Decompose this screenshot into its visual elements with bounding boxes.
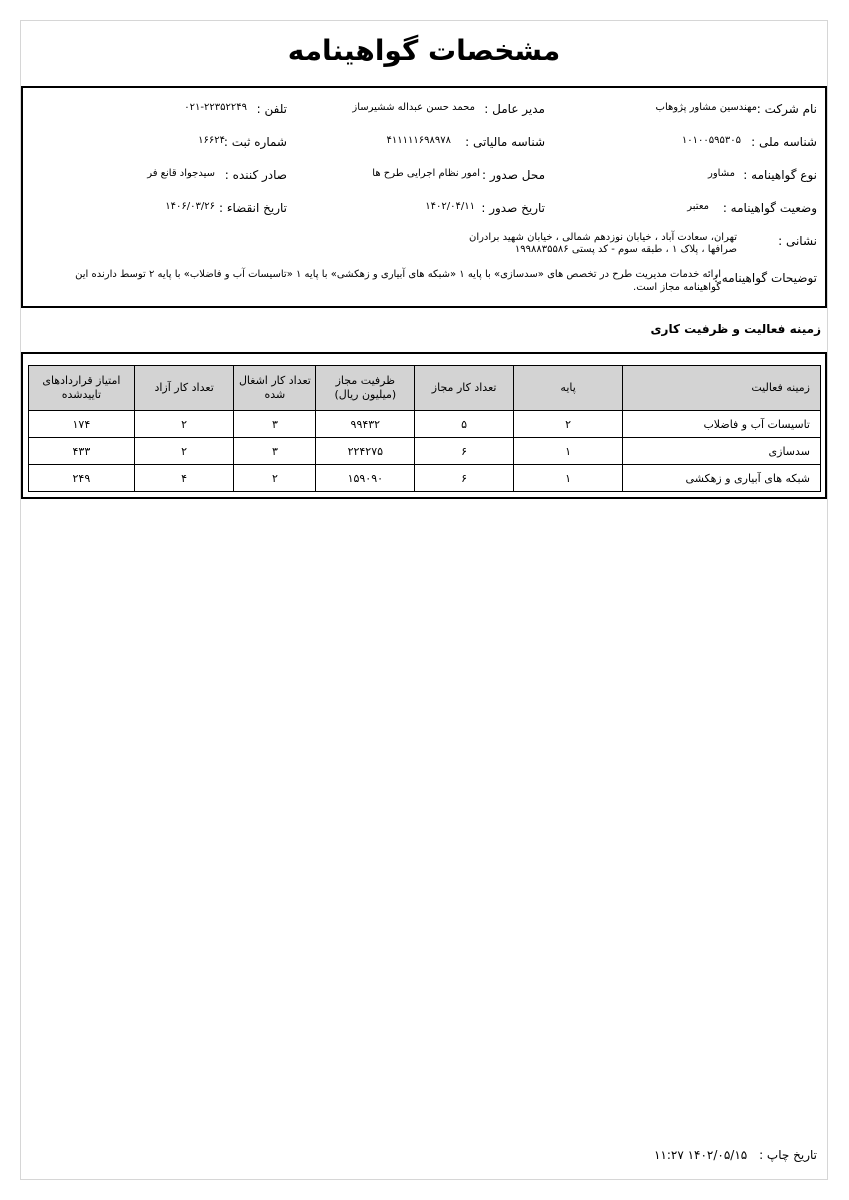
cert-type-label: نوع گواهینامه :: [743, 168, 817, 182]
cell-score: ۱۷۴: [29, 411, 135, 438]
company-value: مهندسین مشاور پژوهاب: [655, 102, 757, 113]
activity-table: [28, 365, 821, 492]
expiry-value: ۱۴۰۶/۰۳/۲۶: [165, 201, 215, 212]
cell-activity-field: سدسازی: [623, 438, 821, 465]
cell-score: ۴۳۳: [29, 438, 135, 465]
cell-allowed-count: ۵: [415, 411, 514, 438]
cell-grade: ۱: [514, 465, 623, 492]
print-date-label: تاریخ چاپ :: [759, 1148, 817, 1162]
cell-grade: ۱: [514, 438, 623, 465]
table-header-row: [29, 366, 821, 411]
company-label: نام شرکت :: [756, 102, 817, 116]
phone-label: تلفن :: [256, 102, 287, 116]
cell-allowed-capacity: ۹۹۴۳۲: [316, 411, 415, 438]
phone-value: ۰۲۱-۲۲۳۵۲۲۴۹: [184, 102, 247, 113]
print-date: [654, 1148, 817, 1162]
header-grade: پایه: [514, 366, 623, 411]
cell-activity-field: تاسیسات آب و فاضلاب: [623, 411, 821, 438]
tax-id-label: شناسه مالیاتی :: [465, 135, 545, 149]
cell-free-count: ۲: [134, 411, 234, 438]
cell-activity-field: شبکه های آبیاری و زهکشی: [623, 465, 821, 492]
tax-id-value: ۴۱۱۱۱۱۶۹۸۹۷۸: [386, 135, 451, 146]
national-id-value: ۱۰۱۰۰۵۹۵۳۰۵: [681, 135, 741, 146]
ceo-value: محمد حسن عبداله ششیرساز: [352, 102, 475, 113]
address-value: [417, 232, 737, 256]
issue-date-label: تاریخ صدور :: [481, 201, 545, 215]
cell-occupied-count: ۳: [234, 411, 316, 438]
issuer-value: سیدجواد قانع فر: [147, 168, 215, 179]
cell-occupied-count: ۳: [234, 438, 316, 465]
issue-place-label: محل صدور :: [481, 168, 545, 182]
header-allowed-count: تعداد کار مجاز: [415, 366, 514, 411]
cell-free-count: ۴: [134, 465, 234, 492]
page-title: مشخصات گواهینامه: [287, 34, 561, 67]
issuer-label: صادر کننده :: [224, 168, 287, 182]
description-label: توضیحات گواهینامه :: [713, 271, 817, 285]
status-value: معتبر: [687, 201, 709, 212]
ceo-label: مدیر عامل :: [484, 102, 545, 116]
reg-no-value: ۱۶۶۲۴: [198, 135, 225, 146]
cell-occupied-count: ۲: [234, 465, 316, 492]
cell-score: ۲۴۹: [29, 465, 135, 492]
cert-type-value: مشاور: [708, 168, 735, 179]
certificate-info-box: [21, 86, 827, 308]
cell-allowed-count: ۶: [415, 438, 514, 465]
cell-grade: ۲: [514, 411, 623, 438]
print-date-value: ۱۴۰۲/۰۵/۱۵ ۱۱:۲۷: [653, 1148, 748, 1162]
header-free-count: تعداد کار آزاد: [134, 366, 234, 411]
national-id-label: شناسه ملی :: [751, 135, 817, 149]
status-label: وضعیت گواهینامه :: [722, 201, 817, 215]
address-label: نشانی :: [778, 234, 817, 248]
cell-allowed-capacity: ۱۵۹۰۹۰: [316, 465, 415, 492]
address-line-2: صرافها ، پلاک ۱ ، طبقه سوم - کد پستی ۱۹۹۸۸۳۵۵۸۶: [514, 244, 737, 255]
header-activity-field: زمینه فعالیت: [623, 366, 821, 411]
table-row: [29, 411, 821, 438]
issue-date-value: ۱۴۰۲/۰۴/۱۱: [425, 201, 475, 212]
activity-section-title: زمینه فعالیت و ظرفیت کاری: [650, 322, 821, 336]
table-row: [29, 438, 821, 465]
issue-place-value: امور نظام اجرایی طرح ها: [372, 168, 480, 179]
reg-no-label: شماره ثبت :: [223, 135, 287, 149]
address-line-1: تهران، سعادت آباد ، خیابان نوزدهم شمالی ، خیابان شهید برادران: [468, 232, 737, 243]
table-row: [29, 465, 821, 492]
cell-allowed-capacity: ۲۲۴۲۷۵: [316, 438, 415, 465]
description-value: ارائه خدمات مدیریت طرح در تخصص های «سدسازی» با پایه ۱ «شبکه های آبیاری و زهکشی» با پایه ۱ «تاسیسات آب و فاضلاب» با پایه ۲ توسط دارنده این گواهینامه مجاز است.: [75, 269, 721, 293]
expiry-label: تاریخ انقضاء :: [219, 201, 287, 215]
header-approved-contracts-score: امتیاز قراردادهای تاییدشده: [29, 366, 135, 411]
header-occupied-count: تعداد کار اشغال شده: [234, 366, 316, 411]
cell-allowed-count: ۶: [415, 465, 514, 492]
activity-table-frame: [21, 352, 827, 499]
header-allowed-capacity: ظرفیت مجاز (میلیون ریال): [316, 366, 415, 411]
cell-free-count: ۲: [134, 438, 234, 465]
